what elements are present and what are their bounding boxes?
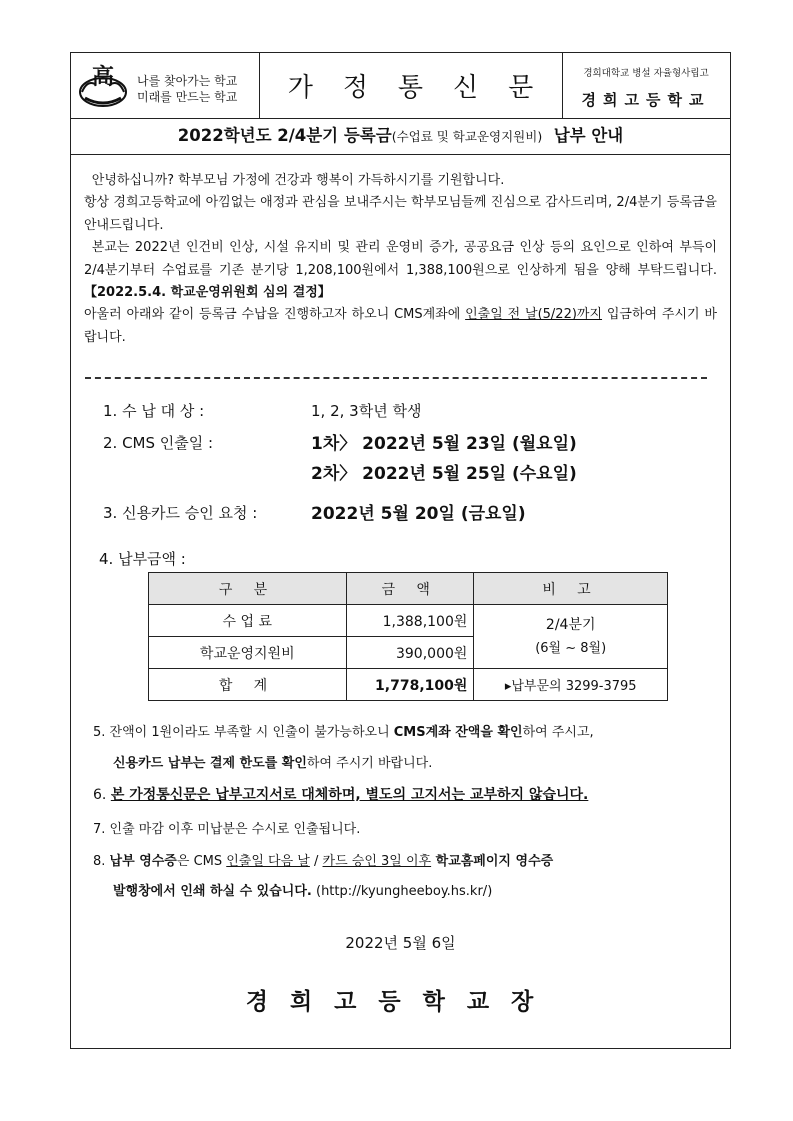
note-5-b: CMS계좌 잔액을 확인 [393, 725, 523, 740]
remarks-quarter: 2/4분기 [545, 616, 596, 633]
intro-increase-text: 본교는 2022년 인건비 인상, 시설 유지비 및 관리 운영비 증가, 공공요금 인상 등의 요인으로 인하여 부득이 2/4분기부터 수업료를 기존 분기당 1,208,100원에서 1,388,100원으로 인상하게 됨을 양해 부탁드립니다. [84, 240, 717, 278]
row-label: 수 업 료 [149, 605, 347, 637]
item-1-label: 1. 수 납 대 상 : [103, 402, 205, 420]
total-row [149, 669, 668, 701]
total-amount: 1,778,100원 [346, 669, 474, 701]
header-remarks: 비 고 [474, 573, 668, 605]
note-8-d: / [309, 854, 323, 869]
note-8-f: 학교홈페이지 영수증 [431, 854, 554, 869]
slogan-line-2: 미래를 만드는 학교 [137, 90, 238, 104]
cms-date-2: 2차〉 2022년 5월 25일 (수요일) [311, 464, 577, 484]
school-slogan [137, 73, 237, 105]
slogan-line-1: 나를 찾아가는 학교 [137, 74, 238, 88]
note-8-line-2 [113, 880, 492, 899]
note-8-c: 인출일 다음 날 [226, 854, 310, 869]
emblem-character: 高 [91, 64, 115, 90]
intro-text [84, 170, 717, 349]
note-6-num: 6. [93, 787, 111, 803]
item-3-label: 3. 신용카드 승인 요청 : [103, 504, 258, 522]
intro-greeting: 안녕하십니까? 학부모님 가정에 건강과 행복이 가득하시기를 기원합니다. [91, 173, 505, 188]
school-subtitle: 경희대학교 병설 자율형사립고 [583, 68, 709, 79]
note-5-e: 하여 주시기 바랍니다. [306, 756, 433, 771]
table-row [149, 605, 668, 637]
issue-date: 2022년 5월 6일 [345, 934, 456, 952]
committee-decision: 【2022.5.4. 학교운영위원회 심의 결정】 [84, 285, 331, 301]
school-website: (http://kyungheeboy.hs.kr/) [311, 884, 493, 899]
subtitle-end: 납부 안내 [553, 126, 624, 145]
card-approval-date: 2022년 5월 20일 (금요일) [311, 504, 526, 524]
cms-date-1: 1차〉 2022년 5월 23일 (월요일) [311, 434, 577, 454]
note-8-b: 은 CMS [176, 854, 227, 869]
document-frame [70, 52, 731, 1049]
total-label: 합 계 [149, 669, 347, 701]
note-5-c: 하여 주시고, [522, 725, 594, 740]
note-8-a: 납부 영수증 [109, 854, 177, 869]
note-5-a: 5. 잔액이 1원이라도 부족할 시 인출이 불가능하오니 [93, 725, 394, 740]
school-emblem-icon [77, 62, 129, 110]
letterhead [71, 53, 730, 119]
note-7: 7. 인출 마감 이후 미납분은 수시로 인출됩니다. [93, 822, 361, 837]
intro-increase [84, 237, 717, 304]
item-2-label: 2. CMS 인출일 : [103, 434, 214, 452]
remarks-months: (6월 ~ 8월) [535, 640, 607, 656]
note-5-line-2 [113, 752, 432, 771]
intro-thanks: 항상 경희고등학교에 아낌없는 애정과 관심을 보내주시는 학부모님들께 진심으로 감사드리며, 2/4분기 등록금을 안내드립니다. [84, 195, 717, 233]
intro-request [84, 304, 717, 349]
principal-signature: 경희고등학교장 [245, 989, 556, 1015]
separator-line [85, 377, 707, 379]
item-4-label: 4. 납부금액 : [99, 550, 186, 568]
note-8-g: 발행창에서 인쇄 하실 수 있습니다. [113, 884, 312, 899]
page-title: 가정통신문 [287, 73, 564, 103]
fee-table [148, 572, 668, 701]
intro-request-a: 아울러 아래와 같이 등록금 수납을 진행하고자 하오니 CMS계좌에 [84, 307, 466, 323]
school-slogan-cell [71, 53, 260, 118]
note-8-line-1 [93, 850, 553, 869]
subtitle-paren: (수업료 및 학교운영지원비) [391, 129, 543, 144]
note-6-text: 본 가정통신문은 납부고지서로 대체하며, 별도의 고지서는 교부하지 않습니다. [110, 787, 589, 803]
remarks-cell [474, 605, 668, 669]
note-6 [93, 784, 588, 804]
notice-subtitle [71, 118, 730, 155]
note-5-d: 신용카드 납부는 결제 한도를 확인 [113, 756, 307, 771]
item-1-value: 1, 2, 3학년 학생 [311, 402, 422, 420]
school-name-cell [562, 53, 730, 118]
intro-request-b: 입금하여 주시기 바랍니다. [84, 307, 717, 345]
note-8-e: 카드 승인 3일 이후 [322, 854, 432, 869]
header-category: 구 분 [149, 573, 347, 605]
school-name: 경희고등학교 [581, 91, 711, 109]
subtitle-main: 2022학년도 2/4분기 등록금 [177, 126, 392, 145]
row-label: 학교운영지원비 [149, 637, 347, 669]
row-amount: 390,000원 [346, 637, 474, 669]
deposit-deadline: 인출일 전 날(5/22)까지 [465, 307, 603, 323]
title-cell [259, 53, 563, 118]
note-8-num: 8. [93, 854, 110, 869]
fee-table-header [149, 573, 668, 605]
note-5-line-1 [93, 721, 594, 740]
contact-phone: ▸납부문의 3299-3795 [474, 669, 668, 701]
header-amount: 금 액 [346, 573, 474, 605]
row-amount: 1,388,100원 [346, 605, 474, 637]
